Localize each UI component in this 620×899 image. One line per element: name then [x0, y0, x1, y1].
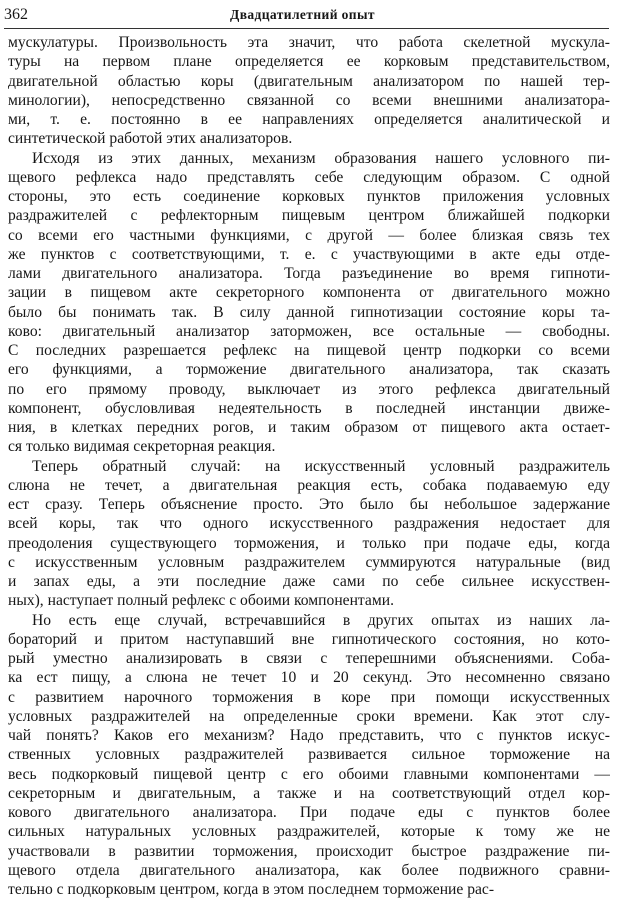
page-number: 362 [4, 6, 28, 24]
text-line: мускулатуры. Произвольность эта значит, что работа скелетной мускула- [8, 33, 610, 52]
text-line: Исходя из этих данных, механизм образования нашего условного пи- [8, 149, 610, 168]
text-line: чай понять? Каков его механизм? Надо представить, что с пунктов искус- [8, 726, 610, 745]
text-line: С последних разрешается рефлекс на пищевой центр подкорки со всеми [8, 341, 610, 360]
text-line: с развитием нарочного торможения в коре при помощи искусственных [8, 688, 610, 707]
running-title: Двадцатилетний опыт [230, 7, 375, 23]
text-line: ственных условных раздражителей развивается сильное торможение на [8, 745, 610, 764]
text-line: же пунктов с соответствующими, т. е. с участвующими в акте еды отде- [8, 245, 610, 264]
text-line: секреторным и двигательным, а также и на соответствующий отдел кор- [8, 784, 610, 803]
text-line: по его прямому проводу, выключает из этого рефлекса двигательный [8, 380, 610, 399]
text-line: бораторий и притом наступавший вне гипнотического состояния, но кото- [8, 630, 610, 649]
header-rule [4, 28, 609, 29]
text-line: ми, т. е. постоянно в ее направлениях определяется аналитической и [8, 110, 610, 129]
text-line: щевого рефлекса надо представлять себе следующим образом. С одной [8, 168, 610, 187]
text-line: туры на первом плане определяется ее корковым представительством, [8, 52, 610, 71]
text-line: Теперь обратный случай: на искусственный условный раздражитель [8, 457, 610, 476]
text-line: ния, в клетках передних рогов, и таким образом от пищевого акта остает- [8, 418, 610, 437]
text-line: всей коры, так что одного искусственного раздражения недостает для [8, 514, 610, 533]
paragraph [8, 149, 610, 457]
text-line: ково: двигательный анализатор заторможен, все остальные — свободны. [8, 322, 610, 341]
text-line: лами двигательного анализатора. Тогда разъединение во время гипноти- [8, 264, 610, 283]
text-line: двигательной областью коры (двигательным анализатором по нашей тер- [8, 72, 610, 91]
text-line: его функциями, а торможение двигательного анализатора, так сказать [8, 360, 610, 379]
text-line: ных), наступает полный рефлекс с обоими компонентами. [8, 591, 610, 610]
text-line: было бы понимать так. В силу данной гипнотизации состояние коры та- [8, 303, 610, 322]
body-text [8, 33, 610, 899]
text-line: весь подкорковый пищевой центр с его обоими главными компонентами — [8, 765, 610, 784]
text-line: со всеми его частными функциями, с другой — более близкая связь тех [8, 226, 610, 245]
text-line: сильных натуральных условных раздражителей, которые к тому же не [8, 822, 610, 841]
text-line: кового двигательного анализатора. При подаче еды с пунктов более [8, 803, 610, 822]
text-line: условных раздражителей на определенные сроки времени. Как этот слу- [8, 707, 610, 726]
text-line: с искусственным условным раздражителем суммируются натуральные (вид [8, 553, 610, 572]
page-header [4, 6, 608, 26]
text-line: минологии), непосредственно связанной со всеми внешними анализатора- [8, 91, 610, 110]
text-line: ка ест пищу, а слюна не течет 10 и 20 секунд. Это несомненно связано [8, 668, 610, 687]
text-line: ся только видимая секреторная реакция. [8, 437, 610, 456]
text-line: рый уместно анализировать в связи с теперешними объяснениями. Соба- [8, 649, 610, 668]
text-line: стороны, это есть соединение корковых пунктов приложения условных [8, 187, 610, 206]
text-line: Но есть еще случай, встречавшийся в других опытах из наших ла- [8, 611, 610, 630]
text-line: и запах еды, а эти последние даже сами по себе сильнее искусствен- [8, 572, 610, 591]
text-line: раздражителей с рефлекторным пищевым центром ближайшей подкорки [8, 206, 610, 225]
text-line: преодоления существующего торможения, и только при подаче еды, когда [8, 534, 610, 553]
text-line: слюна не течет, а двигательная реакция есть, собака подаваемую еду [8, 476, 610, 495]
paragraph [8, 611, 610, 899]
paragraph [8, 33, 610, 149]
text-line: компонент, обусловливая недеятельность в последней инстанции движе- [8, 399, 610, 418]
text-line: щевого отдела двигательного анализатора, как более подвижного сравни- [8, 861, 610, 880]
text-line: синтетической работой этих анализаторов. [8, 129, 610, 148]
text-line: участвовали в развитии торможения, происходит быстрое раздражение пи- [8, 842, 610, 861]
text-line: ест сразу. Теперь объяснение просто. Это было бы небольшое задержание [8, 495, 610, 514]
text-line: тельно с подкорковым центром, когда в этом последнем торможение рас- [8, 880, 610, 899]
text-line: зации в пищевом акте секреторного компонента от двигательного можно [8, 283, 610, 302]
paragraph [8, 457, 610, 611]
